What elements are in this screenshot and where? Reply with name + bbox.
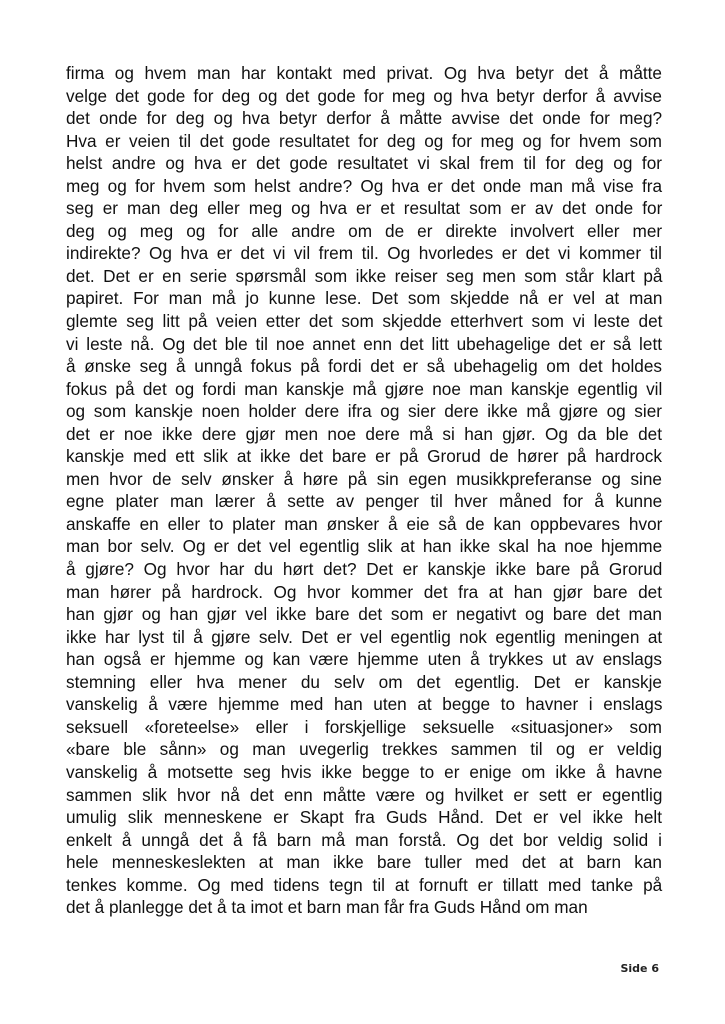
text-line: sammen slik hvor nå det enn måtte være og hvilket er sett er egentlig <box>66 784 663 805</box>
page-number: Side 6 <box>620 962 659 975</box>
text-line: glemte seg litt på veien etter det som skjedde etterhvert som vi leste det <box>66 311 663 332</box>
text-line: helst andre og hva er det gode resultatet vi skal frem til for deg og for <box>66 153 662 174</box>
text-line: det å planlegge det å ta imot et barn man får fra Guds Hånd om man <box>66 897 588 918</box>
text-line: deg og meg og for alle andre om de er direkte involvert eller mer <box>66 220 663 241</box>
text-line: det onde for deg og hva betyr derfor å måtte avvise det onde for meg? <box>66 108 663 129</box>
text-line: ikke har lyst til å gjøre selv. Det er vel egentlig nok egentlig meningen at <box>66 626 663 647</box>
text-line: anskaffe en eller to plater man ønsker å eie så de kan oppbevares hvor <box>66 513 663 534</box>
text-line: og som kanskje noen holder dere ifra og sier dere ikke må gjøre og sier <box>66 401 662 422</box>
text-line: men hvor de selv ønsker å høre på sin egen musikkpreferanse og sine <box>66 468 662 489</box>
text-line: kanskje med ett slik at ikke det bare er på Grorud de hører på hardrock <box>66 446 662 467</box>
text-line: han gjør og han gjør vel ikke bare det som er negativt og bare det man <box>66 604 662 625</box>
text-line: vanskelig å motsette seg hvis ikke begge to er enige om ikke å havne <box>66 761 663 782</box>
text-line: å gjøre? Og hvor har du hørt det? Det er kanskje ikke bare på Grorud <box>66 559 663 580</box>
text-line: fokus på det og fordi man kanskje må gjøre noe man kanskje egentlig vil <box>66 378 663 399</box>
text-line: det er noe ikke dere gjør men noe dere må si han gjør. Og da ble det <box>66 423 662 444</box>
text-line: det. Det er en serie spørsmål som ikke reiser seg men som står klart på <box>66 265 663 286</box>
text-line: man hører på hardrock. Og hvor kommer det fra at han gjør bare det <box>66 581 662 602</box>
text-line: vanskelig å være hjemme med han uten at begge to havner i enslags <box>66 694 663 715</box>
text-line: å ønske seg å unngå fokus på fordi det er så ubehagelig om det holdes <box>66 356 662 377</box>
body-text <box>66 62 662 919</box>
text-line: indirekte? Og hva er det vi vil frem til. Og hvorledes er det vi kommer til <box>66 243 662 264</box>
text-line: umulig slik menneskene er Skapt fra Guds Hånd. Det er vel ikke helt <box>66 807 662 828</box>
text-line: papiret. For man må jo kunne lese. Det som skjedde nå er vel at man <box>66 288 663 309</box>
text-line: man bor selv. Og er det vel egentlig slik at han ikke skal ha noe hjemme <box>66 536 663 557</box>
text-line: tenkes komme. Og med tidens tegn til at fornuft er tillatt med tanke på <box>66 874 663 895</box>
text-line: meg og for hvem som helst andre? Og hva er det onde man må vise fra <box>66 175 662 196</box>
text-line: hele menneskeslekten at man ikke bare tuller med det at barn kan <box>66 852 662 873</box>
text-line: han også er hjemme og kan være hjemme uten å trykkes ut av enslags <box>66 649 662 670</box>
text-line: firma og hvem man har kontakt med privat. Og hva betyr det å måtte <box>66 63 662 83</box>
text-line: Hva er veien til det gode resultatet for deg og for meg og for hvem som <box>66 130 662 151</box>
text-line: velge det gode for deg og det gode for meg og hva betyr derfor å avvise <box>66 85 662 106</box>
text-line: vi leste nå. Og det ble til noe annet enn det litt ubehagelige det er så lett <box>66 333 662 354</box>
text-line: seg er man deg eller meg og hva er et resultat som er av det onde for <box>66 198 663 219</box>
text-line: egne plater man lærer å sette av penger til hver måned for å kunne <box>66 491 663 512</box>
text-line: «bare ble sånn» og man uvegerlig trekkes sammen til og er veldig <box>66 739 662 760</box>
text-line: seksuell «foreteelse» eller i forskjellige seksuelle «situasjoner» som <box>66 716 662 737</box>
text-line: stemning eller hva mener du selv om det egentlig. Det er kanskje <box>66 671 662 692</box>
text-line: enkelt å unngå det å få barn må man forstå. Og det bor veldig solid i <box>66 829 662 850</box>
